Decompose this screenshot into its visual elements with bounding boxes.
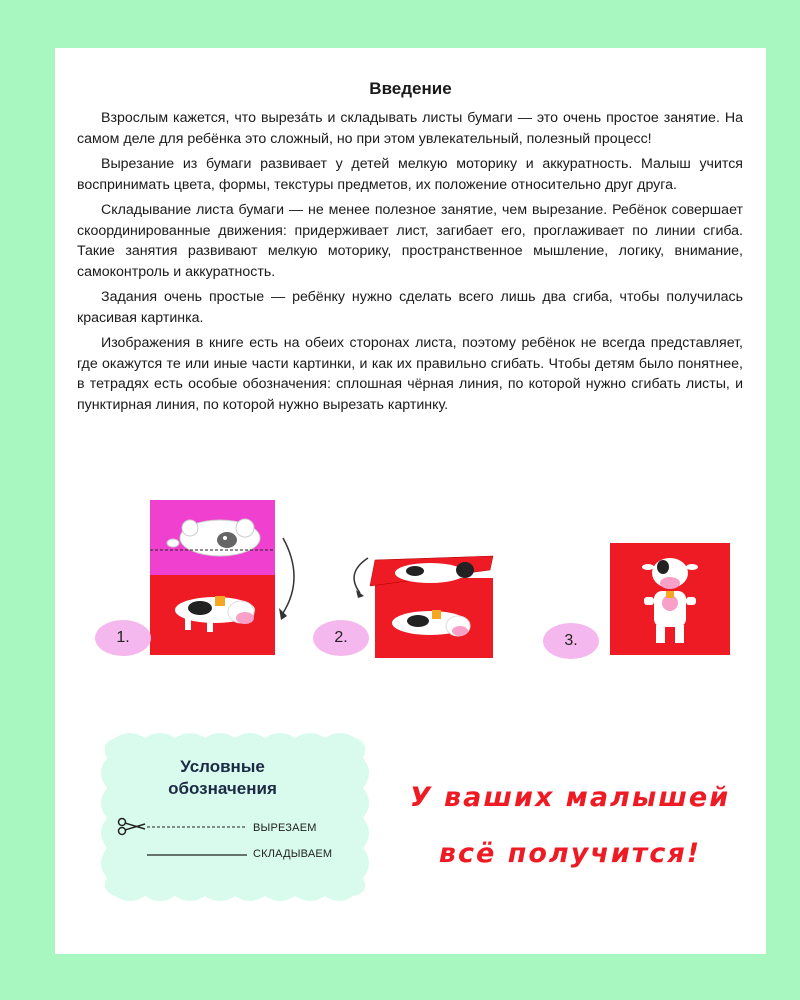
paragraph: Взрослым кажется, что вырезáть и складывать листы бумаги — это очень простое занятие. На самом деле для ребёнка это сложный, но при этом увлекательный, полезный процесс! xyxy=(77,110,743,147)
step-badge-1: 1. xyxy=(95,620,151,656)
slogan xyxy=(405,770,735,882)
step-badge-3: 3. xyxy=(543,623,599,659)
legend-title-line: обозначения xyxy=(168,779,277,798)
cut-line xyxy=(117,816,247,836)
paragraph: Складывание листа бумаги — не менее полезное занятие, чем вырезание. Ребёнок совершает скоординированные движения: придерживает лист, загибает его, проглаживает по линии сгиба. Такие занятия развивают мелкую моторику, пространственное мышление, логику, внимание, самоконтроль и аккуратность. xyxy=(77,202,743,280)
cut-label: ВЫРЕЗАЕМ xyxy=(253,822,317,834)
step-3-illustration xyxy=(608,541,733,658)
page xyxy=(55,48,766,954)
paragraph: Изображения в книге есть на обеих сторонах листа, поэтому ребёнок не всегда представляет, где окажутся те или иные части картинки, и как их правильно сгибать. Чтобы детям было понятнее, в тетрадях есть особые обозначения: сплошная чёрная линия, по которой нужно сгибать листы, и пунктирная линия, по которой нужно вырезать картинку. xyxy=(77,335,743,413)
slogan-line: У ваших малышей xyxy=(409,782,731,813)
fold-label: СКЛАДЫВАЕМ xyxy=(253,848,333,860)
legend-title xyxy=(95,756,350,800)
intro-text xyxy=(77,108,743,420)
paragraph: Вырезание из бумаги развивает у детей мелкую моторику и аккуратность. Малыш учится воспринимать цвета, формы, текстуры предметов, их положение относительно друг друга. xyxy=(77,156,743,193)
legend-box xyxy=(95,728,380,903)
step-1-illustration xyxy=(145,498,305,658)
step-badge-2: 2. xyxy=(313,620,369,656)
bottom-strip xyxy=(0,958,800,1000)
legend-title-line: Условные xyxy=(180,757,265,776)
fold-line xyxy=(147,852,247,858)
scissors-icon xyxy=(119,819,146,835)
paragraph: Задания очень простые — ребёнку нужно сделать всего лишь два сгиба, чтобы получилась красивая картинка. xyxy=(77,289,743,326)
page-title: Введение xyxy=(369,79,452,98)
slogan-line: всё получится! xyxy=(438,838,702,869)
